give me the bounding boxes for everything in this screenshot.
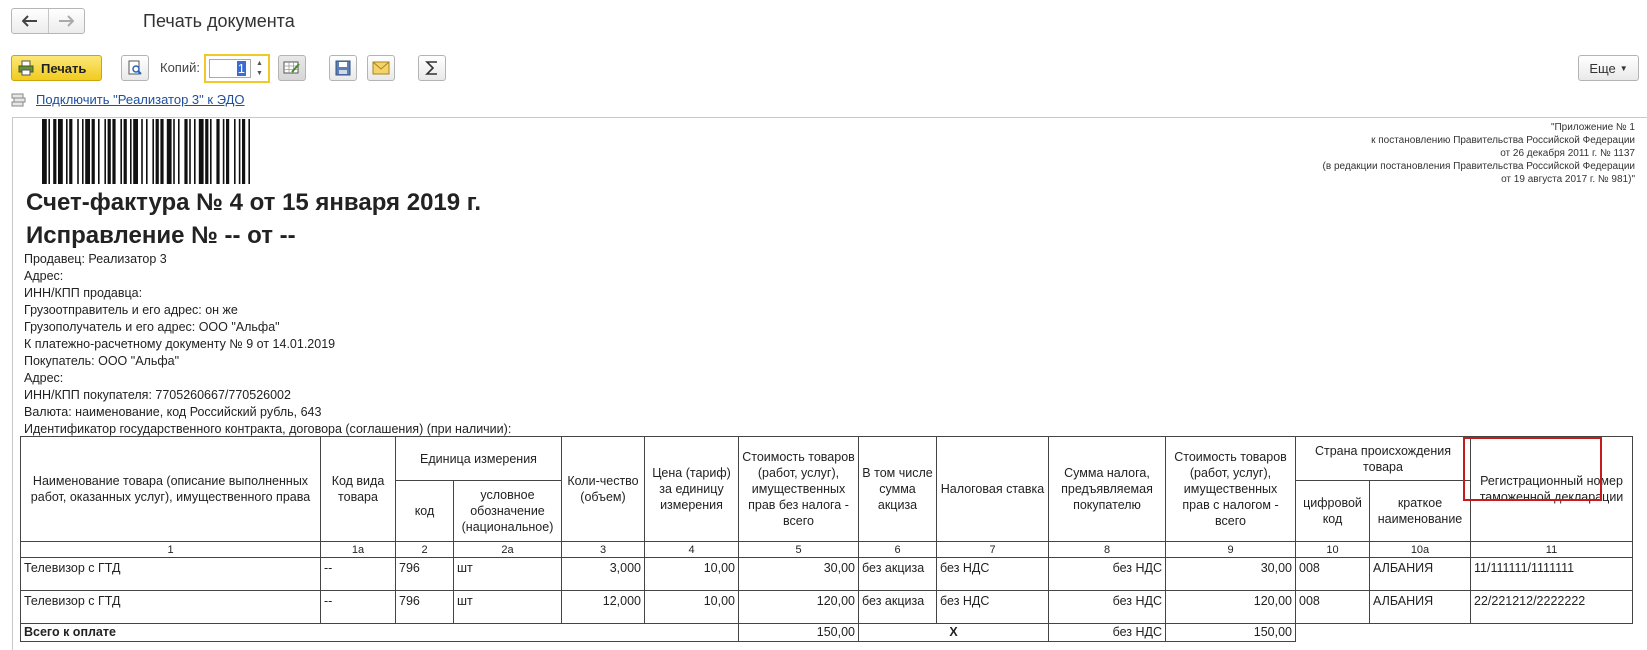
cell-tax-sum: без НДС xyxy=(1049,591,1166,624)
cell-cost-no-tax: 120,00 xyxy=(739,591,859,624)
print-button[interactable] xyxy=(11,55,102,81)
invoice-table xyxy=(20,436,1633,642)
col-number: 1а xyxy=(321,542,396,558)
col-number: 10а xyxy=(1370,542,1471,558)
info-contract-id: Идентификатор государственного контракта, договора (соглашения) (при наличии): xyxy=(24,422,512,436)
total-empty xyxy=(1471,624,1633,642)
appendix-line: к постановлению Правительства Российской Федерации xyxy=(1371,135,1635,146)
correction-title: Исправление № -- от -- xyxy=(26,222,296,249)
cell-country-code: 008 xyxy=(1296,591,1370,624)
col-number: 2 xyxy=(396,542,454,558)
cell-cost-with-tax: 30,00 xyxy=(1166,558,1296,591)
header-unit: Единица измерения xyxy=(396,437,562,481)
copies-spinner[interactable] xyxy=(253,59,266,78)
appendix-line: от 19 августа 2017 г. № 981)" xyxy=(1501,174,1635,185)
cell-name: Телевизор с ГТД xyxy=(21,558,321,591)
cell-qty: 3,000 xyxy=(562,558,645,591)
cell-unit-code: 796 xyxy=(396,558,454,591)
appendix-line: от 26 декабря 2011 г. № 1137 xyxy=(1500,148,1635,159)
cell-customs-decl: 11/111111/1111111 xyxy=(1471,558,1633,591)
total-empty xyxy=(1296,624,1370,642)
cell-tax-rate: без НДС xyxy=(937,591,1049,624)
cell-qty: 12,000 xyxy=(562,591,645,624)
document-preview[interactable] xyxy=(12,117,1647,650)
col-number: 7 xyxy=(937,542,1049,558)
col-number: 8 xyxy=(1049,542,1166,558)
cell-price: 10,00 xyxy=(645,558,739,591)
cell-type-code: -- xyxy=(321,591,396,624)
copies-value: 1 xyxy=(237,61,245,76)
appendix-line: (в редакции постановления Правительства Российской Федерации xyxy=(1322,161,1635,172)
header-type-code: Код вида товара xyxy=(321,437,396,542)
page-title: Печать документа xyxy=(143,11,295,31)
table-row[interactable] xyxy=(21,558,1633,591)
edo-row xyxy=(11,92,245,107)
edo-icon xyxy=(11,93,26,107)
edit-table-button[interactable] xyxy=(278,55,306,81)
edit-table-icon xyxy=(283,60,301,76)
header-excise: В том числе сумма акциза xyxy=(859,437,937,542)
header-country: Страна происхождения товара xyxy=(1296,437,1471,481)
invoice-info xyxy=(24,251,511,438)
total-cost-with-tax: 150,00 xyxy=(1166,624,1296,642)
copies-input[interactable] xyxy=(209,59,251,78)
column-numbers-row xyxy=(21,542,1633,558)
spin-down-icon[interactable]: ▼ xyxy=(256,69,263,77)
info-seller-inn: ИНН/КПП продавца: xyxy=(24,286,143,300)
col-number: 5 xyxy=(739,542,859,558)
col-number: 1 xyxy=(21,542,321,558)
email-icon xyxy=(372,61,390,75)
navigation-group xyxy=(11,8,85,34)
cell-country-name: АЛБАНИЯ xyxy=(1370,558,1471,591)
cell-price: 10,00 xyxy=(645,591,739,624)
info-buyer-inn: ИНН/КПП покупателя: 7705260667/770526002 xyxy=(24,388,291,402)
cell-tax-sum: без НДС xyxy=(1049,558,1166,591)
header-country-code: цифровой код xyxy=(1296,481,1370,542)
copies-label: Копий: xyxy=(160,60,200,75)
print-button-label: Печать xyxy=(41,60,87,76)
info-consignee: Грузополучатель и его адрес: ООО "Альфа" xyxy=(24,320,280,334)
total-cost-no-tax: 150,00 xyxy=(739,624,859,642)
header-unit-name: условное обозначение (национальное) xyxy=(454,481,562,542)
info-seller-address: Адрес: xyxy=(24,269,64,283)
col-number: 4 xyxy=(645,542,739,558)
col-number: 2а xyxy=(454,542,562,558)
total-empty xyxy=(1370,624,1471,642)
barcode xyxy=(42,119,386,184)
forward-button[interactable] xyxy=(48,9,85,33)
edo-connect-link[interactable]: Подключить "Реализатор 3" к ЭДО xyxy=(36,92,245,107)
col-number: 3 xyxy=(562,542,645,558)
total-label: Всего к оплате xyxy=(21,624,739,642)
cell-cost-no-tax: 30,00 xyxy=(739,558,859,591)
header-unit-code: код xyxy=(396,481,454,542)
save-button[interactable] xyxy=(329,55,357,81)
cell-tax-rate: без НДС xyxy=(937,558,1049,591)
preview-icon xyxy=(127,60,143,76)
back-button[interactable] xyxy=(12,9,48,33)
copies-field[interactable] xyxy=(204,54,270,83)
more-button-label: Еще xyxy=(1589,60,1616,76)
col-number: 11 xyxy=(1471,542,1633,558)
header-name: Наименование товара (описание выполненных работ, оказанных услуг), имущественного права xyxy=(21,437,321,542)
cell-excise: без акциза xyxy=(859,591,937,624)
info-buyer-address: Адрес: xyxy=(24,371,64,385)
cell-country-code: 008 xyxy=(1296,558,1370,591)
info-payment-doc: К платежно-расчетному документу № 9 от 14.01.2019 xyxy=(24,337,336,351)
spin-up-icon[interactable]: ▲ xyxy=(256,60,263,68)
cell-unit-code: 796 xyxy=(396,591,454,624)
sum-button[interactable] xyxy=(418,55,446,81)
info-buyer: Покупатель: ООО "Альфа" xyxy=(24,354,180,368)
table-row[interactable] xyxy=(21,591,1633,624)
info-currency: Валюта: наименование, код Российский рубль, 643 xyxy=(24,405,322,419)
header-customs-decl: Регистрационный номер таможенной декларации xyxy=(1471,437,1633,542)
appendix-line: "Приложение № 1 xyxy=(1550,122,1635,133)
cell-type-code: -- xyxy=(321,558,396,591)
header-country-name: краткое наименование xyxy=(1370,481,1471,542)
header-price: Цена (тариф) за единицу измерения xyxy=(645,437,739,542)
total-excise-mark: X xyxy=(859,624,1049,642)
preview-button[interactable] xyxy=(121,55,149,81)
header-tax-sum: Сумма налога, предъявляемая покупателю xyxy=(1049,437,1166,542)
cell-unit-name: шт xyxy=(454,591,562,624)
printer-icon xyxy=(18,60,34,76)
invoice-title: Счет-фактура № 4 от 15 января 2019 г. xyxy=(26,189,482,216)
more-button[interactable] xyxy=(1578,55,1639,81)
col-number: 10 xyxy=(1296,542,1370,558)
header-cost-with-tax: Стоимость товаров (работ, услуг), имущественных прав с налогом - всего xyxy=(1166,437,1296,542)
save-icon xyxy=(335,60,351,76)
info-seller: Продавец: Реализатор 3 xyxy=(24,252,167,266)
total-row xyxy=(21,624,1633,642)
cell-country-name: АЛБАНИЯ xyxy=(1370,591,1471,624)
email-button[interactable] xyxy=(367,55,395,81)
forward-arrow-icon xyxy=(58,15,74,27)
header-cost-no-tax: Стоимость товаров (работ, услуг), имущественных прав без налога - всего xyxy=(739,437,859,542)
back-arrow-icon xyxy=(22,15,38,27)
sum-icon xyxy=(424,60,440,76)
header-qty: Коли-чество (объем) xyxy=(562,437,645,542)
cell-unit-name: шт xyxy=(454,558,562,591)
dropdown-arrow-icon: ▼ xyxy=(1619,63,1628,73)
header-tax-rate: Налоговая ставка xyxy=(937,437,1049,542)
appendix-note xyxy=(1323,121,1635,186)
info-shipper: Грузоотправитель и его адрес: он же xyxy=(24,303,238,317)
col-number: 6 xyxy=(859,542,937,558)
col-number: 9 xyxy=(1166,542,1296,558)
cell-name: Телевизор с ГТД xyxy=(21,591,321,624)
cell-excise: без акциза xyxy=(859,558,937,591)
cell-customs-decl: 22/221212/2222222 xyxy=(1471,591,1633,624)
cell-cost-with-tax: 120,00 xyxy=(1166,591,1296,624)
total-tax-sum: без НДС xyxy=(1049,624,1166,642)
